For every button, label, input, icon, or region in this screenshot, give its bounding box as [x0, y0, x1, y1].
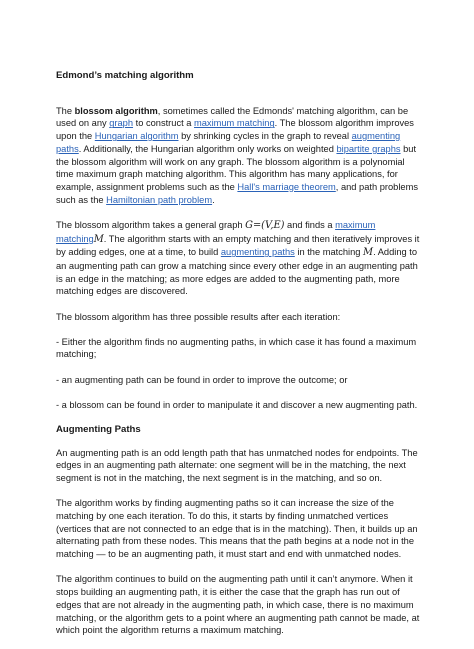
document-body: [56, 70, 422, 649]
blossom-algorithm-term: blossom algorithm: [74, 105, 158, 116]
augmenting-paths-heading: Augmenting Paths: [56, 424, 141, 436]
matching-symbol: M: [93, 233, 104, 245]
augmenting-path-definition-paragraph: An augmenting path is an odd length path that has unmatched nodes for endpoints. The edges in an augmenting path alternate: one segment will be in the matching, the next segment is not in the matching, the next segment is in the matching, and so on.: [56, 447, 418, 484]
matching-symbol-2: M: [363, 247, 374, 259]
result-item-2: - an augmenting path can be found in order to improve the outcome; or: [56, 374, 348, 385]
intro-paragraph: The blossom algorithm, sometimes called the Edmonds' matching algorithm, can be used on any graph to construct a maximum matching. The blossom algorithm improves upon the Hungarian algorithm by shrinking cycles in the graph to reveal augmenting paths. Additionally, the Hungarian algorithm only works on weighted bipartite graphs but the blossom algorithm will work on any graph. The blossom algorithm is a polynomial time maximum graph matching algorithm. This algorithm has many applications, for example, assignment problems such as the Hall's marriage theorem, and path problems such as the Hamiltonian path problem.: [56, 105, 418, 205]
maximum-matching-link-2[interactable]: maximum matching: [56, 219, 376, 244]
halls-marriage-theorem-link[interactable]: Hall's marriage theorem: [237, 181, 336, 192]
document-title: Edmond’s matching algorithm: [56, 70, 194, 81]
algorithm-method-paragraph: The algorithm works by finding augmenting paths so it can increase the size of the matching by one each iteration. To do this, it starts by finding unmatched vertices (vertices that are not connected to an edge that is in the matching). Then, it builds up an alternating path from these nodes. This means that the path begins at a node not in the matching — to be an augmenting path, it must start and end with unmatched nodes.: [56, 498, 418, 560]
augmenting-paths-link[interactable]: augmenting paths: [56, 131, 401, 154]
hamiltonian-path-problem-link[interactable]: Hamiltonian path problem: [106, 194, 213, 205]
graph-link[interactable]: graph: [109, 118, 134, 129]
algorithm-termination-paragraph: The algorithm continues to build on the augmenting path until it can’t anymore. When it stops building an augmenting path, it is either the case that the graph has run out of edges that are not already in the augmenting path, in which case, there is no maximum matching, or the algorithm gets to a point where an augmenting path cannot be made, at which point the algorithm returns a maximum matching.: [56, 574, 420, 636]
results-intro-paragraph: The blossom algorithm has three possible results after each iteration:: [56, 311, 341, 322]
result-item-1: - Either the algorithm finds no augmenting paths, in which case it has found a maximum matching;: [56, 336, 417, 360]
result-item-3: - a blossom can be found in order to manipulate it and discover a new augmenting path.: [56, 399, 418, 410]
hungarian-algorithm-link[interactable]: Hungarian algorithm: [94, 131, 179, 142]
maximum-matching-link[interactable]: maximum matching: [194, 118, 275, 129]
bipartite-graphs-link[interactable]: bipartite graphs: [336, 143, 401, 154]
algorithm-overview-paragraph: The blossom algorithm takes a general graph G=(V,E) and finds a maximum matchingM. The algorithm starts with an empty matching and then iteratively improves it by adding edges, one at a time, to build augmenting paths in the matching M. Adding to an augmenting path can grow a matching since every other edge in an augmenting path is an edge in the matching; as more edges are added to the augmenting path, more matching edges are discovered.: [56, 219, 420, 297]
augmenting-paths-link-2[interactable]: augmenting paths: [220, 247, 295, 258]
graph-formula: G=(V,E): [245, 219, 285, 231]
